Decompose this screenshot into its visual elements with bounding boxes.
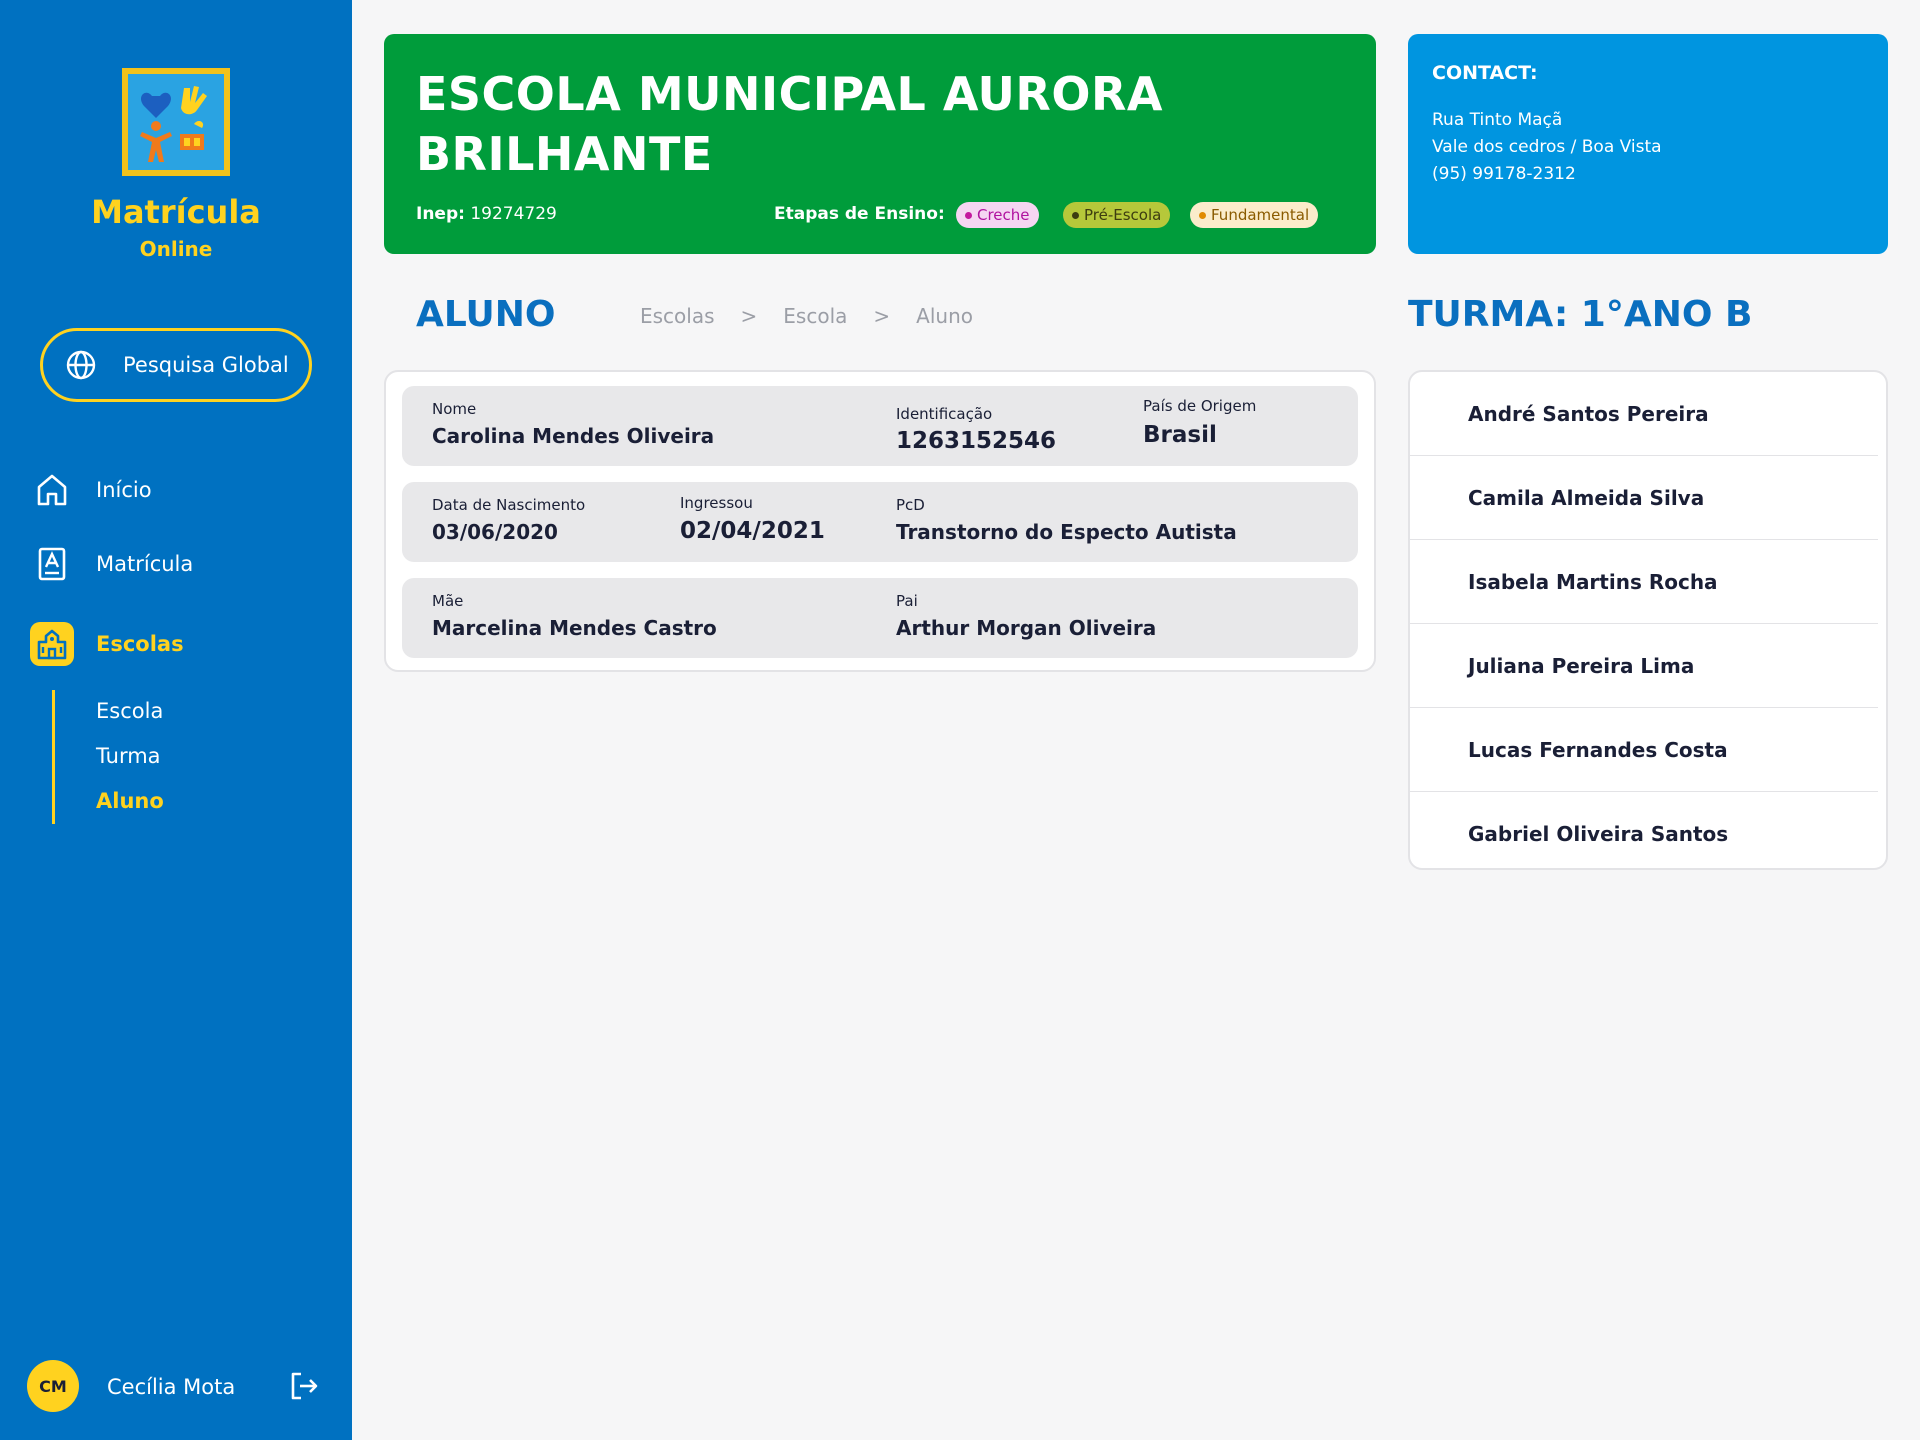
school-name: ESCOLA MUNICIPAL AURORA BRILHANTE [416,67,1163,181]
globe-icon [65,349,97,381]
student-row-identity [402,386,1358,466]
chip-label: Pré-Escola [1084,206,1162,224]
sidebar-item-label: Matrícula [96,552,194,576]
identificacao-value: 1263152546 [896,428,1057,454]
school-inep [416,204,557,224]
pai-value: Arthur Morgan Oliveira [896,616,1157,640]
contact-title: CONTACT: [1432,62,1538,84]
app-title: Matrícula [91,193,261,231]
breadcrumb-escola[interactable]: Escola [783,304,848,328]
chip-dot [965,212,972,219]
inep-label: Inep: [416,204,465,224]
nome-value: Carolina Mendes Oliveira [432,424,715,448]
logo-art [128,74,224,170]
home-icon [30,468,74,512]
etapa-chip-pre-escola [1063,202,1170,228]
subnav-item-escola[interactable]: Escola [96,699,164,723]
list-item[interactable]: Isabela Martins Rocha [1410,540,1878,624]
global-search-button[interactable] [40,328,312,402]
pai-label: Pai [896,592,918,610]
ingressou-value: 02/04/2021 [680,518,825,544]
breadcrumb [640,304,973,328]
student-row-parents [402,578,1358,658]
nascimento-label: Data de Nascimento [432,496,586,514]
sidebar-item-inicio[interactable] [30,468,152,512]
document-icon [30,542,74,586]
sidebar [0,0,352,1440]
sidebar-item-label: Escolas [96,632,184,656]
contact-card [1408,34,1888,254]
contact-phone: (95) 99178-2312 [1432,164,1576,184]
school-header [384,34,1376,254]
list-item[interactable]: Camila Almeida Silva [1410,456,1878,540]
list-item[interactable]: Lucas Fernandes Costa [1410,708,1878,792]
school-icon [30,622,74,666]
inep-value: 19274729 [470,204,557,224]
chip-label: Creche [977,206,1030,224]
chip-dot [1072,212,1079,219]
breadcrumb-aluno[interactable]: Aluno [916,304,973,328]
student-row-dates [402,482,1358,562]
mae-value: Marcelina Mendes Castro [432,616,717,640]
class-student-list [1408,370,1888,870]
sidebar-item-label: Início [96,478,152,502]
nascimento-value: 03/06/2020 [432,520,558,544]
subnav-indicator [52,690,55,824]
pcd-value: Transtorno do Especto Autista [896,520,1237,544]
pais-label: País de Origem [1143,397,1257,415]
list-item[interactable]: André Santos Pereira [1410,372,1878,456]
etapas-label: Etapas de Ensino: [774,204,945,224]
user-name: Cecília Mota [107,1375,236,1399]
subnav-item-turma[interactable]: Turma [96,744,161,768]
chip-dot [1199,212,1206,219]
app-logo [122,68,230,176]
ingressou-label: Ingressou [680,494,753,512]
etapa-chip-creche [956,202,1039,228]
avatar[interactable]: CM [27,1360,79,1412]
breadcrumb-escolas[interactable]: Escolas [640,304,715,328]
etapa-chip-fundamental [1190,202,1318,228]
subnav-item-aluno[interactable]: Aluno [96,789,164,813]
list-item[interactable]: Juliana Pereira Lima [1410,624,1878,708]
nome-label: Nome [432,400,477,418]
list-item[interactable]: Gabriel Oliveira Santos [1468,822,1729,846]
breadcrumb-separator: > [873,304,891,328]
student-details-card [384,370,1376,672]
sidebar-item-matricula[interactable] [30,542,193,586]
sidebar-item-escolas[interactable] [30,622,184,666]
identificacao-label: Identificação [896,405,993,423]
chip-label: Fundamental [1211,206,1310,224]
pais-value: Brasil [1143,422,1217,448]
contact-city: Vale dos cedros / Boa Vista [1432,137,1662,157]
breadcrumb-separator: > [740,304,758,328]
mae-label: Mãe [432,592,464,610]
pcd-label: PcD [896,496,925,514]
logout-icon[interactable] [288,1370,320,1402]
contact-address: Rua Tinto Maçã [1432,110,1563,130]
aluno-title: ALUNO [416,294,556,335]
turma-title: TURMA: 1°ANO B [1408,294,1753,335]
app-subtitle: Online [139,237,213,261]
global-search-label: Pesquisa Global [123,353,289,377]
